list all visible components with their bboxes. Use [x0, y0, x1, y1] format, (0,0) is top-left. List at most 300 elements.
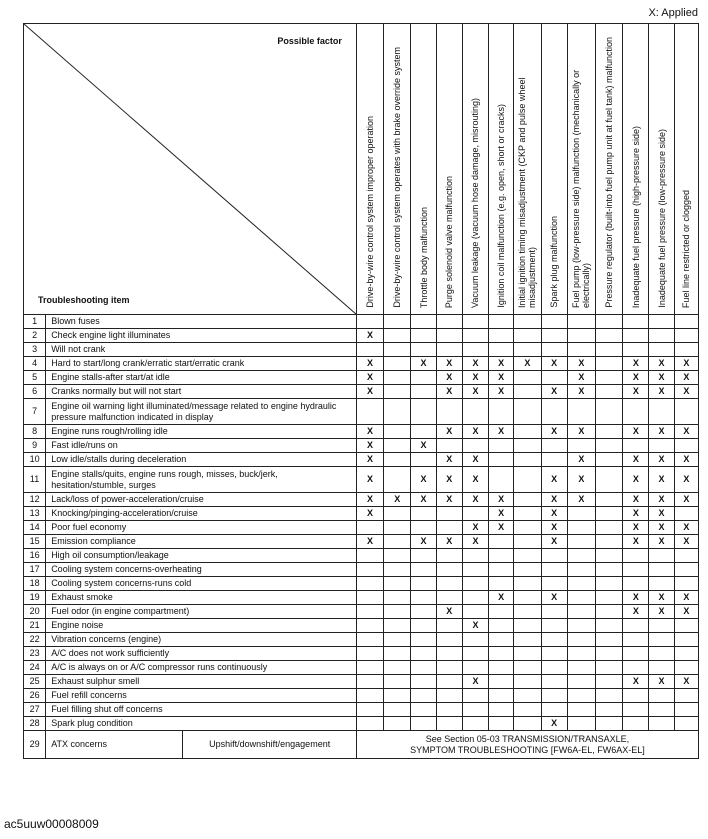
applied-cell [489, 535, 514, 549]
applied-cell [541, 439, 567, 453]
table-row [24, 439, 699, 453]
troubleshooting-item: Fuel filling shut off concerns [46, 703, 357, 717]
applied-cell [436, 315, 462, 329]
applied-cell [356, 703, 383, 717]
applied-cell [514, 439, 541, 453]
applied-cell: X [674, 371, 698, 385]
applied-cell [411, 329, 436, 343]
applied-cell [674, 439, 698, 453]
applied-cell: X [649, 357, 674, 371]
applied-cell [514, 315, 541, 329]
applied-cell [567, 563, 595, 577]
applied-cell [649, 315, 674, 329]
applied-cell: X [674, 385, 698, 399]
applied-cell [356, 315, 383, 329]
applied-cell [649, 619, 674, 633]
applied-cell [623, 689, 649, 703]
applied-cell [411, 647, 436, 661]
applied-cell [595, 703, 622, 717]
possible-factor-label: Possible factor [277, 36, 342, 46]
applied-cell [384, 439, 411, 453]
applied-cell: X [674, 591, 698, 605]
applied-cell [514, 329, 541, 343]
table-row [24, 371, 699, 385]
applied-cell: X [436, 605, 462, 619]
applied-cell [411, 675, 436, 689]
troubleshooting-item: ATX concerns [46, 731, 183, 759]
applied-cell [623, 549, 649, 563]
header-corner [24, 24, 357, 315]
table-row [24, 521, 699, 535]
applied-cell [567, 717, 595, 731]
applied-cell: X [674, 467, 698, 493]
applied-cell [541, 689, 567, 703]
applied-cell [384, 453, 411, 467]
applied-cell: X [649, 605, 674, 619]
applied-cell [674, 689, 698, 703]
applied-cell [384, 399, 411, 425]
applied-cell [489, 661, 514, 675]
applied-cell [489, 717, 514, 731]
applied-cell [649, 647, 674, 661]
applied-cell [567, 647, 595, 661]
applied-cell: X [411, 535, 436, 549]
troubleshooting-item: Low idle/stalls during deceleration [46, 453, 357, 467]
factor-label: Ignition coil malfunction (e.g. open, short or cracks) [496, 104, 507, 308]
applied-cell [384, 343, 411, 357]
applied-cell [356, 521, 383, 535]
table-row [24, 357, 699, 371]
applied-cell: X [436, 371, 462, 385]
applied-cell [489, 703, 514, 717]
applied-cell [541, 549, 567, 563]
applied-cell [567, 675, 595, 689]
row-number: 15 [24, 535, 46, 549]
applied-cell [649, 717, 674, 731]
applied-cell: X [436, 467, 462, 493]
applied-cell [489, 439, 514, 453]
applied-cell [649, 399, 674, 425]
applied-cell [595, 385, 622, 399]
applied-cell [411, 385, 436, 399]
applied-cell [384, 425, 411, 439]
applied-cell [462, 399, 488, 425]
applied-cell [514, 703, 541, 717]
legend: X: Applied [648, 7, 698, 19]
applied-cell: X [436, 535, 462, 549]
applied-cell [411, 619, 436, 633]
applied-cell [489, 399, 514, 425]
factor-label: Inadequate fuel pressure (high-pressure side) [630, 125, 641, 308]
factor-header [411, 24, 436, 315]
header-diagonal [24, 24, 356, 314]
row-number: 26 [24, 689, 46, 703]
applied-cell [674, 703, 698, 717]
applied-cell [384, 703, 411, 717]
troubleshooting-item: Check engine light illuminates [46, 329, 357, 343]
applied-cell [462, 563, 488, 577]
applied-cell: X [462, 675, 488, 689]
applied-cell [514, 619, 541, 633]
applied-cell: X [649, 507, 674, 521]
table-row [24, 703, 699, 717]
applied-cell [436, 633, 462, 647]
applied-cell [649, 329, 674, 343]
table-row [24, 467, 699, 493]
applied-cell [541, 633, 567, 647]
applied-cell [514, 633, 541, 647]
applied-cell [436, 521, 462, 535]
applied-cell [436, 343, 462, 357]
applied-cell [411, 521, 436, 535]
applied-cell: X [411, 357, 436, 371]
applied-cell [384, 371, 411, 385]
applied-cell: X [623, 467, 649, 493]
troubleshooting-item: Lack/loss of power-acceleration/cruise [46, 493, 357, 507]
applied-cell [411, 703, 436, 717]
applied-cell [623, 399, 649, 425]
applied-cell [595, 633, 622, 647]
applied-cell [384, 549, 411, 563]
applied-cell [595, 329, 622, 343]
applied-cell [623, 329, 649, 343]
applied-cell: X [489, 507, 514, 521]
applied-cell [541, 399, 567, 425]
applied-cell [489, 315, 514, 329]
applied-cell: X [623, 675, 649, 689]
troubleshooting-item: A/C is always on or A/C compressor runs continuously [46, 661, 357, 675]
applied-cell [595, 535, 622, 549]
applied-cell [436, 507, 462, 521]
applied-cell [462, 605, 488, 619]
applied-cell [623, 439, 649, 453]
table-row [24, 549, 699, 563]
row-number: 24 [24, 661, 46, 675]
applied-cell [674, 315, 698, 329]
applied-cell [514, 647, 541, 661]
applied-cell [384, 577, 411, 591]
applied-cell: X [567, 371, 595, 385]
table-row [24, 329, 699, 343]
factor-label: Pressure regulator (built-into fuel pump unit at fuel tank) malfunction [604, 37, 615, 308]
applied-cell [384, 619, 411, 633]
applied-cell [567, 689, 595, 703]
row-number: 9 [24, 439, 46, 453]
row-number: 14 [24, 521, 46, 535]
applied-cell [649, 577, 674, 591]
applied-cell: X [436, 425, 462, 439]
applied-cell [623, 343, 649, 357]
applied-cell [411, 633, 436, 647]
applied-cell [595, 425, 622, 439]
troubleshooting-item: Exhaust sulphur smell [46, 675, 357, 689]
applied-cell: X [356, 329, 383, 343]
applied-cell [384, 467, 411, 493]
troubleshooting-item: Fuel odor (in engine compartment) [46, 605, 357, 619]
troubleshooting-item: Poor fuel economy [46, 521, 357, 535]
applied-cell [462, 315, 488, 329]
applied-cell: X [356, 439, 383, 453]
table-row [24, 633, 699, 647]
applied-cell [411, 689, 436, 703]
troubleshooting-item: Spark plug condition [46, 717, 357, 731]
applied-cell [595, 605, 622, 619]
applied-cell [384, 591, 411, 605]
applied-cell [384, 717, 411, 731]
applied-cell: X [674, 535, 698, 549]
applied-cell [514, 371, 541, 385]
factor-header [649, 24, 674, 315]
applied-cell: X [411, 439, 436, 453]
applied-cell: X [674, 605, 698, 619]
row-number: 17 [24, 563, 46, 577]
table-row [24, 425, 699, 439]
applied-cell [567, 591, 595, 605]
applied-cell: X [356, 357, 383, 371]
applied-cell [489, 329, 514, 343]
troubleshooting-item: Knocking/pinging-acceleration/cruise [46, 507, 357, 521]
applied-cell [541, 605, 567, 619]
table-row [24, 717, 699, 731]
applied-cell [674, 563, 698, 577]
applied-cell [649, 703, 674, 717]
factor-label: Fuel pump (low-pressure side) malfunction (mechanically or electrically) [571, 69, 592, 308]
troubleshooting-item: Blown fuses [46, 315, 357, 329]
row-number: 22 [24, 633, 46, 647]
applied-cell [384, 675, 411, 689]
applied-cell [595, 357, 622, 371]
row-number: 18 [24, 577, 46, 591]
factor-header [436, 24, 462, 315]
applied-cell [674, 633, 698, 647]
applied-cell: X [567, 467, 595, 493]
applied-cell: X [567, 453, 595, 467]
table-row [24, 563, 699, 577]
row-number: 13 [24, 507, 46, 521]
row-number: 29 [24, 731, 46, 759]
applied-cell [489, 563, 514, 577]
table-row [24, 591, 699, 605]
applied-cell: X [674, 357, 698, 371]
applied-cell [623, 703, 649, 717]
factor-header [567, 24, 595, 315]
applied-cell [595, 343, 622, 357]
factor-header [674, 24, 698, 315]
applied-cell [649, 661, 674, 675]
table-row [24, 619, 699, 633]
applied-cell [567, 633, 595, 647]
applied-cell: X [541, 357, 567, 371]
applied-cell [514, 661, 541, 675]
table-row [24, 399, 699, 425]
applied-cell [436, 329, 462, 343]
table-row [24, 647, 699, 661]
applied-cell: X [649, 675, 674, 689]
applied-cell [514, 399, 541, 425]
factor-header [489, 24, 514, 315]
applied-cell: X [462, 521, 488, 535]
row-number: 20 [24, 605, 46, 619]
applied-cell [514, 467, 541, 493]
troubleshooting-item: Will not crank [46, 343, 357, 357]
applied-cell [514, 717, 541, 731]
troubleshooting-item-label: Troubleshooting item [38, 295, 130, 305]
applied-cell [674, 507, 698, 521]
applied-cell [384, 647, 411, 661]
factor-label: Drive-by-wire control system operates with brake override system [392, 47, 403, 308]
applied-cell [623, 717, 649, 731]
applied-cell [356, 591, 383, 605]
applied-cell: X [649, 425, 674, 439]
applied-cell [356, 661, 383, 675]
applied-cell [356, 549, 383, 563]
troubleshooting-item: Engine oil warning light illuminated/message related to engine hydraulic pressure malfunction indicated in display [46, 399, 357, 425]
applied-cell [436, 577, 462, 591]
applied-cell [411, 577, 436, 591]
applied-cell: X [356, 493, 383, 507]
troubleshooting-item: Cooling system concerns-overheating [46, 563, 357, 577]
atx-sub-item: Upshift/downshift/engagement [183, 731, 357, 759]
applied-cell [514, 385, 541, 399]
applied-cell: X [436, 385, 462, 399]
applied-cell: X [541, 521, 567, 535]
applied-cell [436, 619, 462, 633]
applied-cell [541, 563, 567, 577]
applied-cell [489, 605, 514, 619]
applied-cell [623, 633, 649, 647]
applied-cell [514, 563, 541, 577]
applied-cell [674, 343, 698, 357]
applied-cell [384, 315, 411, 329]
troubleshooting-item: Vibration concerns (engine) [46, 633, 357, 647]
applied-cell [514, 549, 541, 563]
applied-cell [674, 577, 698, 591]
applied-cell: X [462, 619, 488, 633]
applied-cell [674, 647, 698, 661]
troubleshooting-item: Engine stalls/quits, engine runs rough, misses, buck/jerk, hesitation/stumble, surges [46, 467, 357, 493]
applied-cell: X [462, 493, 488, 507]
applied-cell [623, 563, 649, 577]
troubleshooting-item: Cooling system concerns-runs cold [46, 577, 357, 591]
atx-note-line1: See Section 05-03 TRANSMISSION/TRANSAXLE, [425, 733, 630, 744]
applied-cell: X [356, 467, 383, 493]
applied-cell: X [623, 385, 649, 399]
factor-label: Vacuum leakage (vacuum hose damage, misrouting) [470, 98, 481, 308]
applied-cell [541, 703, 567, 717]
applied-cell [567, 399, 595, 425]
applied-cell [384, 633, 411, 647]
applied-cell: X [462, 371, 488, 385]
applied-cell: X [541, 493, 567, 507]
applied-cell: X [356, 507, 383, 521]
applied-cell [567, 507, 595, 521]
applied-cell [541, 675, 567, 689]
applied-cell [436, 549, 462, 563]
applied-cell [623, 661, 649, 675]
applied-cell: X [436, 493, 462, 507]
applied-cell: X [649, 591, 674, 605]
applied-cell [462, 661, 488, 675]
row-number: 3 [24, 343, 46, 357]
row-number: 1 [24, 315, 46, 329]
applied-cell [649, 563, 674, 577]
troubleshooting-item: High oil consumption/leakage [46, 549, 357, 563]
applied-cell [567, 703, 595, 717]
applied-cell [541, 647, 567, 661]
applied-cell [514, 521, 541, 535]
applied-cell [595, 439, 622, 453]
applied-cell: X [514, 357, 541, 371]
applied-cell [595, 689, 622, 703]
applied-cell [384, 357, 411, 371]
figure-caption: ac5uuw00008009 [4, 817, 99, 831]
applied-cell [595, 493, 622, 507]
factor-label: Throttle body malfunction [418, 206, 429, 308]
troubleshooting-table [23, 23, 699, 759]
applied-cell [436, 689, 462, 703]
applied-cell [649, 439, 674, 453]
applied-cell [436, 717, 462, 731]
applied-cell: X [356, 535, 383, 549]
applied-cell [356, 619, 383, 633]
applied-cell [384, 385, 411, 399]
applied-cell: X [623, 591, 649, 605]
row-number: 16 [24, 549, 46, 563]
applied-cell [541, 577, 567, 591]
applied-cell: X [462, 453, 488, 467]
applied-cell: X [462, 467, 488, 493]
applied-cell [595, 453, 622, 467]
applied-cell [567, 521, 595, 535]
row-number: 21 [24, 619, 46, 633]
applied-cell [384, 507, 411, 521]
row-number: 11 [24, 467, 46, 493]
applied-cell: X [411, 467, 436, 493]
applied-cell: X [623, 453, 649, 467]
applied-cell [567, 577, 595, 591]
applied-cell [489, 689, 514, 703]
applied-cell [384, 563, 411, 577]
applied-cell [411, 661, 436, 675]
applied-cell [462, 329, 488, 343]
applied-cell: X [356, 371, 383, 385]
applied-cell: X [436, 357, 462, 371]
applied-cell [411, 549, 436, 563]
applied-cell [674, 549, 698, 563]
applied-cell [489, 343, 514, 357]
applied-cell [541, 315, 567, 329]
applied-cell [462, 577, 488, 591]
applied-cell [595, 399, 622, 425]
applied-cell [514, 689, 541, 703]
applied-cell: X [649, 371, 674, 385]
applied-cell [489, 453, 514, 467]
table-row [24, 577, 699, 591]
row-number: 6 [24, 385, 46, 399]
troubleshooting-item: Emission compliance [46, 535, 357, 549]
row-number: 12 [24, 493, 46, 507]
factor-header [462, 24, 488, 315]
applied-cell [595, 563, 622, 577]
applied-cell [649, 689, 674, 703]
applied-cell [462, 717, 488, 731]
applied-cell [567, 619, 595, 633]
factor-label: Purge solenoid valve malfunction [444, 175, 455, 308]
applied-cell [674, 399, 698, 425]
table-row [24, 385, 699, 399]
applied-cell [567, 549, 595, 563]
applied-cell [411, 315, 436, 329]
